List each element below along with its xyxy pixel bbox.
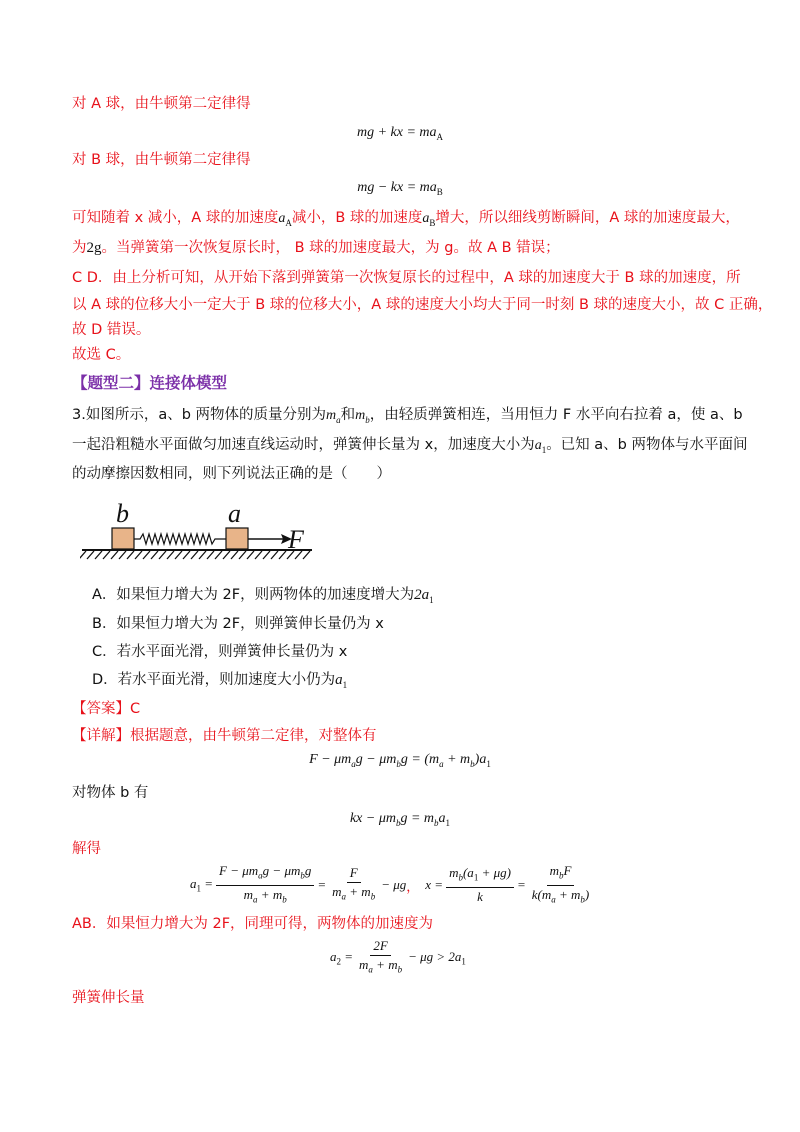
hatch-mark <box>263 551 270 559</box>
ab-analysis-line: AB．如果恒力增大为 2F，同理可得，两物体的加速度为 <box>72 916 434 932</box>
hatch-mark <box>183 551 190 559</box>
option-d: D．若水平面光滑，则加速度大小仍为$a_1$ <box>92 672 348 690</box>
hatch-mark <box>231 551 238 559</box>
hatch-mark <box>191 551 198 559</box>
spring-blocks-figure <box>80 498 320 570</box>
option-c: C．若水平面光滑，则弹簧伸长量仍为 x <box>92 644 348 660</box>
label-b: b <box>116 499 129 528</box>
hatch-mark <box>135 551 142 559</box>
hatch-mark <box>95 551 102 559</box>
equation-object-b: kx − $\mu m_bg = m_ba_1$ <box>349 811 451 828</box>
option-a: A．如果恒力增大为 2F，则两物体的加速度增大为$2a_1$ <box>92 587 434 605</box>
hatch-mark <box>151 551 158 559</box>
spring-extension-label: 弹簧伸长量 <box>72 990 145 1006</box>
label-a: a <box>228 499 241 528</box>
solution-equations: $a_1$ = $\frac{F - \mu m_ag - \mu m_bg}{m_a + m_b}$ = $\frac{F}{m_a + m_b}$ − μg ， x = $\frac{m_b(a_1 + \mu g)}{k}$ = $\frac{m_bF}{k(m_a + m_b)}$ <box>190 863 590 905</box>
hatch-mark <box>279 551 286 559</box>
hatch-mark <box>143 551 150 559</box>
block-a <box>226 528 248 549</box>
question-line-2: 一起沿粗糙水平面做匀加速直线运动时，弹簧伸长量为 x，加速度大小为$a_1$。已知 a、b 两物体与水平面间 <box>72 437 748 455</box>
hatch-mark <box>87 551 94 559</box>
hatch-mark <box>127 551 134 559</box>
spring <box>134 534 226 544</box>
hatch-mark <box>239 551 246 559</box>
solution-line-ball-b: 对 B 球，由牛顿第二定律得 <box>72 152 251 168</box>
hatch-mark <box>255 551 262 559</box>
hatch-mark <box>303 551 310 559</box>
solve-label: 解得 <box>72 841 101 857</box>
answer-label: 【答案】C <box>72 701 141 717</box>
cd-analysis-line-1: C D．由上分析可知，从开始下落到弹簧第一次恢复原长的过程中，A 球的加速度大于 B 球的加速度，所 <box>72 270 741 286</box>
hatch-mark <box>103 551 110 559</box>
option-b: B．如果恒力增大为 2F，则弹簧伸长量仍为 x <box>92 616 384 632</box>
hatch-mark <box>167 551 174 559</box>
hatch-mark <box>223 551 230 559</box>
analysis-line-1: 可知随着 x 减小，A 球的加速度$a_A$减小，B 球的加速度$a_B$增大，所以细线剪断瞬间，A 球的加速度最大， <box>72 210 740 228</box>
hatch-mark <box>119 551 126 559</box>
hatch-mark <box>175 551 182 559</box>
final-choice: 故选 C。 <box>72 347 131 363</box>
for-object-b: 对物体 b 有 <box>72 785 149 801</box>
cd-analysis-line-3: 故 D 错误。 <box>72 322 151 338</box>
detail-intro: 【详解】根据题意，由牛顿第二定律，对整体有 <box>72 728 377 744</box>
hatch-mark <box>247 551 254 559</box>
question-line-3: 的动摩擦因数相同，则下列说法正确的是（ ） <box>72 466 391 482</box>
solution-line-ball-a: 对 A 球，由牛顿第二定律得 <box>72 96 251 112</box>
section-title: 【题型二】连接体模型 <box>72 374 228 392</box>
hatch-mark <box>80 551 86 559</box>
hatch-mark <box>199 551 206 559</box>
label-f: F <box>288 525 304 554</box>
question-line-1: 3.如图所示，a、b 两物体的质量分别为$m_a$和$m_b$，由轻质弹簧相连，当用恒力 F 水平向右拉着 a，使 a、b <box>72 407 743 425</box>
equation-ball-b: mg − kx = $ma_B$ <box>357 180 443 197</box>
hatch-mark <box>207 551 214 559</box>
equation-a2: $a_2$ = $\frac{2F}{m_a + m_b}$ − $\mu g > 2a_1$ <box>330 938 466 975</box>
cd-analysis-line-2: 以 A 球的位移大小一定大于 B 球的位移大小，A 球的速度大小均大于同一时刻 B 球的速度大小，故 C 正确， <box>72 297 773 313</box>
hatch-mark <box>271 551 278 559</box>
analysis-line-2: 为2g。当弹簧第一次恢复原长时， B 球的加速度最大，为 g。故 A B 错误； <box>72 240 560 256</box>
hatch-mark <box>215 551 222 559</box>
block-b <box>112 528 134 549</box>
hatch-mark <box>159 551 166 559</box>
hatch-mark <box>111 551 118 559</box>
equation-ball-a: mg + kx = $ma_A$ <box>356 125 444 142</box>
ground-hatch <box>80 550 312 559</box>
equation-whole-system: $F - \mu m_ag - \mu m_bg = (m_a + m_b)a_1$ <box>309 752 491 769</box>
